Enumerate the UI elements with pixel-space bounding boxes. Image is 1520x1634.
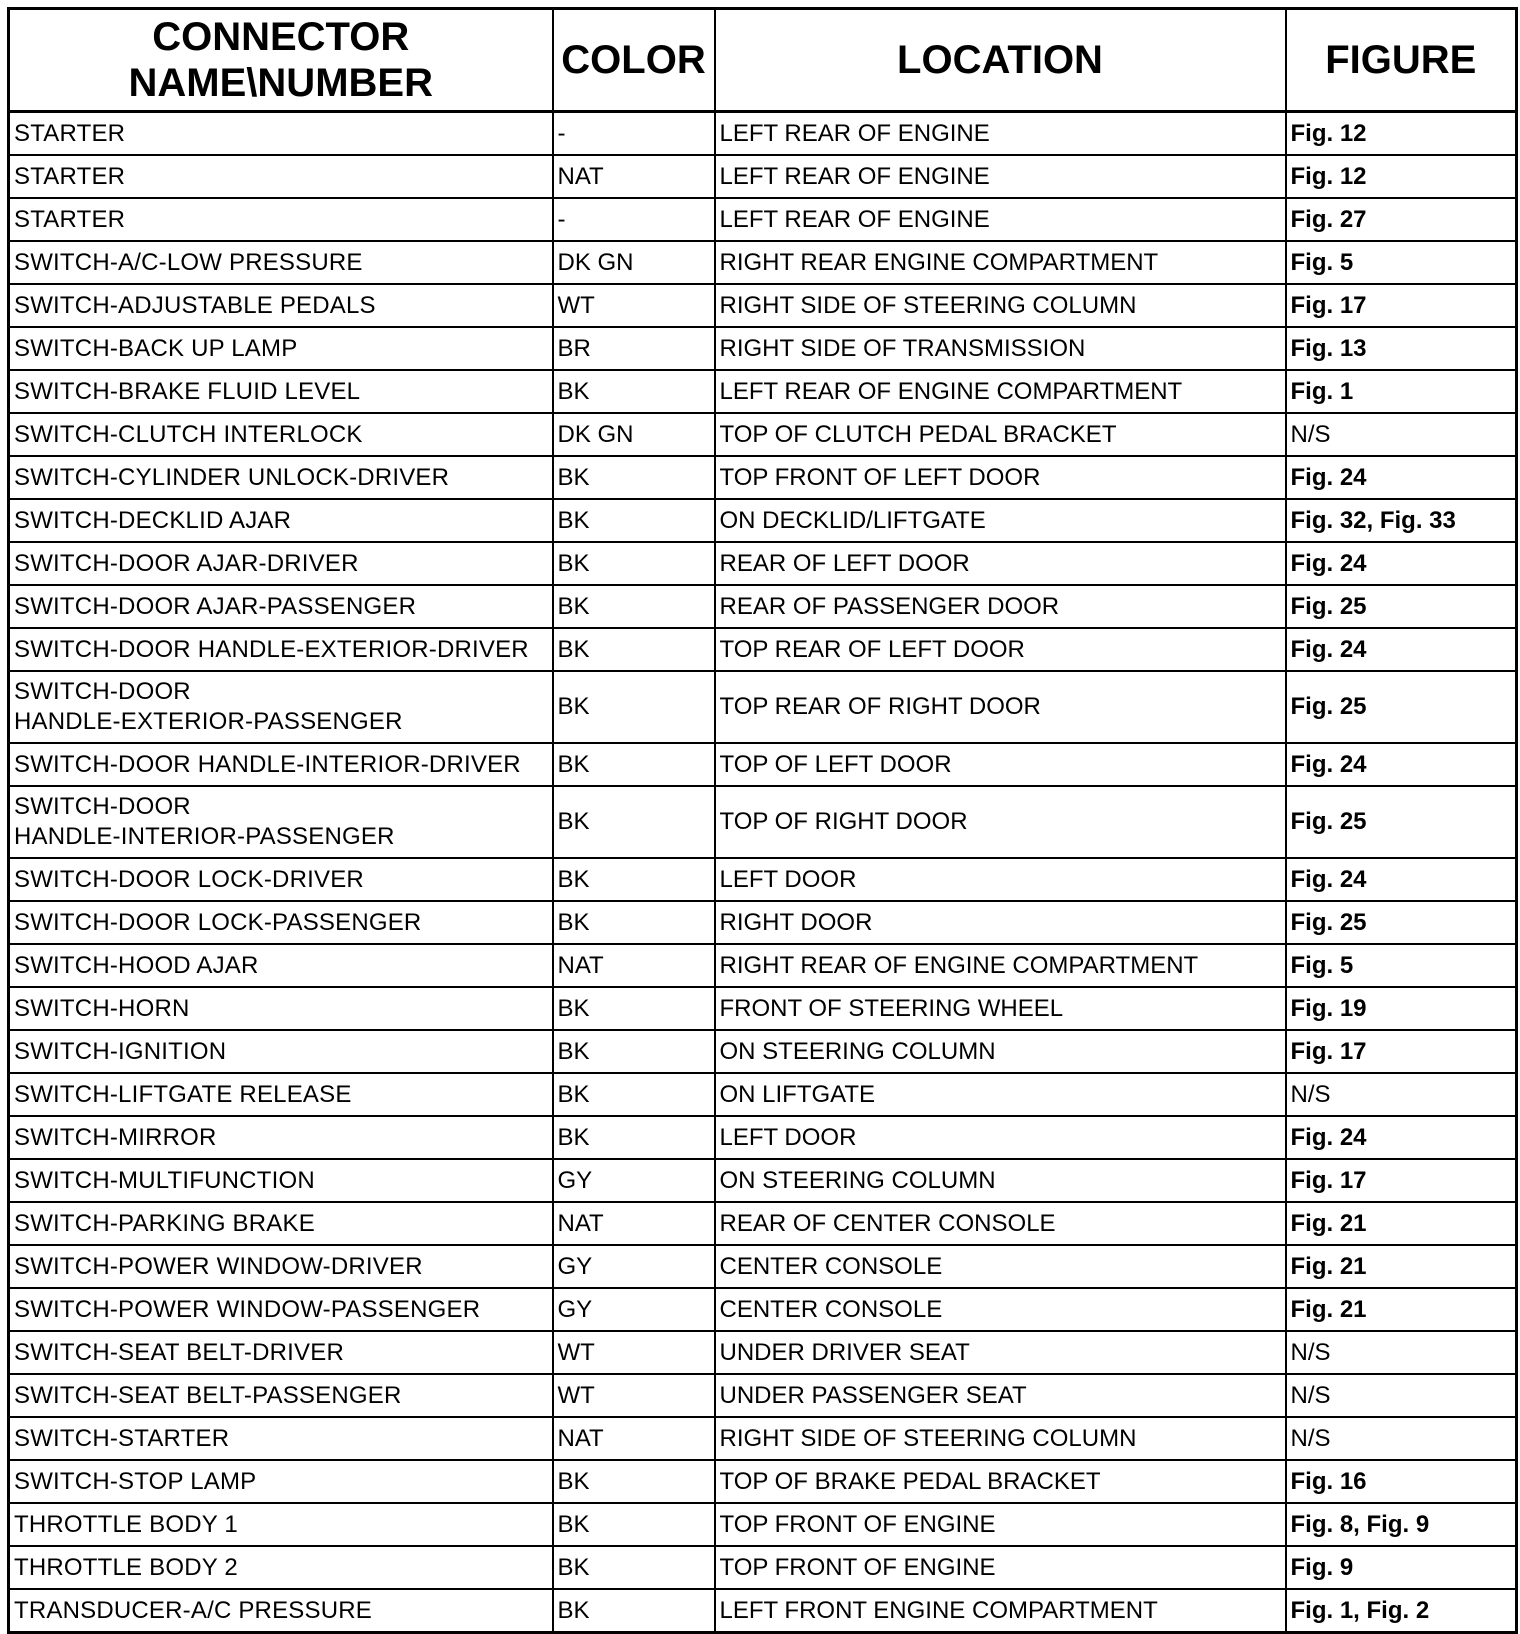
color-cell: BK [553,542,715,585]
figure-cell: N/S [1286,413,1517,456]
color-cell: BK [553,499,715,542]
color-cell: BK [553,1460,715,1503]
table-row [9,198,1517,241]
connector-name-cell: SWITCH-PARKING BRAKE [9,1202,553,1245]
connector-name-cell: SWITCH-HORN [9,987,553,1030]
location-cell: RIGHT DOOR [715,901,1286,944]
location-cell: LEFT REAR OF ENGINE [715,198,1286,241]
figure-cell: Fig. 24 [1286,628,1517,671]
figure-cell: Fig. 17 [1286,1030,1517,1073]
table-row [9,1546,1517,1589]
figure-cell: Fig. 13 [1286,327,1517,370]
figure-cell: Fig. 16 [1286,1460,1517,1503]
connector-name-cell: SWITCH-STARTER [9,1417,553,1460]
location-cell: CENTER CONSOLE [715,1245,1286,1288]
connector-name-cell: SWITCH-ADJUSTABLE PEDALS [9,284,553,327]
figure-cell: Fig. 25 [1286,901,1517,944]
figure-cell: Fig. 12 [1286,112,1517,156]
location-cell: LEFT DOOR [715,1116,1286,1159]
figure-cell: N/S [1286,1374,1517,1417]
header-figure: FIGURE [1286,9,1517,112]
location-cell: TOP REAR OF RIGHT DOOR [715,671,1286,743]
figure-cell: Fig. 17 [1286,1159,1517,1202]
color-cell: BK [553,1116,715,1159]
color-cell: BR [553,327,715,370]
figure-cell: Fig. 24 [1286,1116,1517,1159]
color-cell: BK [553,671,715,743]
location-cell: TOP OF RIGHT DOOR [715,786,1286,858]
location-cell: RIGHT SIDE OF STEERING COLUMN [715,284,1286,327]
connector-name-cell: SWITCH-DOOR AJAR-DRIVER [9,542,553,585]
table-row [9,585,1517,628]
connector-name-cell: SWITCH-CYLINDER UNLOCK-DRIVER [9,456,553,499]
figure-cell: Fig. 12 [1286,155,1517,198]
figure-cell: Fig. 21 [1286,1288,1517,1331]
location-cell: RIGHT REAR ENGINE COMPARTMENT [715,241,1286,284]
figure-cell: Fig. 9 [1286,1546,1517,1589]
color-cell: NAT [553,1417,715,1460]
table-row [9,743,1517,786]
figure-cell: N/S [1286,1417,1517,1460]
connector-name-cell: SWITCH-STOP LAMP [9,1460,553,1503]
location-cell: LEFT DOOR [715,858,1286,901]
color-cell: WT [553,284,715,327]
location-cell: REAR OF PASSENGER DOOR [715,585,1286,628]
table-row [9,456,1517,499]
table-row [9,155,1517,198]
connector-name-cell: SWITCH-DOOR HANDLE-EXTERIOR-PASSENGER [9,671,553,743]
connector-name-cell: SWITCH-CLUTCH INTERLOCK [9,413,553,456]
connector-name-cell: TRANSDUCER-A/C PRESSURE [9,1589,553,1633]
connector-name-cell: SWITCH-BRAKE FLUID LEVEL [9,370,553,413]
color-cell: BK [553,901,715,944]
location-cell: ON STEERING COLUMN [715,1159,1286,1202]
connector-name-cell: STARTER [9,198,553,241]
table-row [9,628,1517,671]
connector-name-cell: STARTER [9,112,553,156]
color-cell: BK [553,786,715,858]
figure-cell: Fig. 8, Fig. 9 [1286,1503,1517,1546]
connector-name-cell: STARTER [9,155,553,198]
location-cell: TOP FRONT OF ENGINE [715,1546,1286,1589]
figure-cell: Fig. 17 [1286,284,1517,327]
color-cell: GY [553,1159,715,1202]
figure-cell: Fig. 24 [1286,542,1517,585]
connector-name-cell: SWITCH-SEAT BELT-DRIVER [9,1331,553,1374]
table-header [9,9,1517,112]
color-cell: BK [553,1503,715,1546]
color-cell: DK GN [553,413,715,456]
table-row [9,1245,1517,1288]
table-row [9,1417,1517,1460]
table-row [9,284,1517,327]
figure-cell: Fig. 25 [1286,671,1517,743]
color-cell: NAT [553,944,715,987]
location-cell: FRONT OF STEERING WHEEL [715,987,1286,1030]
color-cell: - [553,112,715,156]
header-row [9,9,1517,112]
color-cell: WT [553,1331,715,1374]
connector-name-cell: SWITCH-SEAT BELT-PASSENGER [9,1374,553,1417]
connector-name-cell: SWITCH-POWER WINDOW-PASSENGER [9,1288,553,1331]
table-row [9,1374,1517,1417]
connector-name-cell: SWITCH-LIFTGATE RELEASE [9,1073,553,1116]
table-row [9,901,1517,944]
table-row [9,499,1517,542]
color-cell: BK [553,370,715,413]
color-cell: BK [553,456,715,499]
location-cell: TOP REAR OF LEFT DOOR [715,628,1286,671]
connector-name-cell: THROTTLE BODY 2 [9,1546,553,1589]
location-cell: RIGHT REAR OF ENGINE COMPARTMENT [715,944,1286,987]
figure-cell: Fig. 1 [1286,370,1517,413]
connector-name-cell: SWITCH-DECKLID AJAR [9,499,553,542]
color-cell: BK [553,628,715,671]
figure-cell: Fig. 24 [1286,743,1517,786]
connector-name-cell: SWITCH-POWER WINDOW-DRIVER [9,1245,553,1288]
location-cell: TOP OF CLUTCH PEDAL BRACKET [715,413,1286,456]
connector-name-cell: SWITCH-A/C-LOW PRESSURE [9,241,553,284]
location-cell: ON LIFTGATE [715,1073,1286,1116]
location-cell: REAR OF CENTER CONSOLE [715,1202,1286,1245]
header-color: COLOR [553,9,715,112]
color-cell: BK [553,585,715,628]
connector-name-cell: SWITCH-DOOR LOCK-PASSENGER [9,901,553,944]
header-location: LOCATION [715,9,1286,112]
connector-name-cell: SWITCH-DOOR AJAR-PASSENGER [9,585,553,628]
color-cell: GY [553,1245,715,1288]
table-row [9,1202,1517,1245]
table-row [9,1159,1517,1202]
figure-cell: Fig. 25 [1286,786,1517,858]
connector-name-cell: SWITCH-HOOD AJAR [9,944,553,987]
location-cell: UNDER PASSENGER SEAT [715,1374,1286,1417]
table-row [9,858,1517,901]
table-row [9,542,1517,585]
location-cell: TOP OF LEFT DOOR [715,743,1286,786]
figure-cell: Fig. 5 [1286,944,1517,987]
connector-name-cell: SWITCH-DOOR HANDLE-EXTERIOR-DRIVER [9,628,553,671]
connector-name-cell: SWITCH-DOOR HANDLE-INTERIOR-DRIVER [9,743,553,786]
figure-cell: N/S [1286,1073,1517,1116]
color-cell: WT [553,1374,715,1417]
connector-name-cell: SWITCH-MIRROR [9,1116,553,1159]
figure-cell: Fig. 21 [1286,1202,1517,1245]
figure-cell: Fig. 27 [1286,198,1517,241]
location-cell: LEFT REAR OF ENGINE [715,112,1286,156]
figure-cell: Fig. 5 [1286,241,1517,284]
location-cell: LEFT REAR OF ENGINE [715,155,1286,198]
figure-cell: Fig. 24 [1286,858,1517,901]
location-cell: RIGHT SIDE OF STEERING COLUMN [715,1417,1286,1460]
figure-cell: N/S [1286,1331,1517,1374]
connector-name-cell: SWITCH-DOOR LOCK-DRIVER [9,858,553,901]
connector-table [7,7,1518,1634]
table-row [9,1116,1517,1159]
color-cell: BK [553,743,715,786]
table-row [9,1331,1517,1374]
color-cell: DK GN [553,241,715,284]
connector-name-cell: SWITCH-MULTIFUNCTION [9,1159,553,1202]
color-cell: - [553,198,715,241]
color-cell: BK [553,858,715,901]
table-body [9,112,1517,1633]
table-row [9,987,1517,1030]
connector-name-cell: SWITCH-DOOR HANDLE-INTERIOR-PASSENGER [9,786,553,858]
table-row [9,944,1517,987]
header-connector-name: CONNECTOR NAME\NUMBER [9,9,553,112]
connector-name-cell: THROTTLE BODY 1 [9,1503,553,1546]
table-row [9,671,1517,743]
location-cell: ON DECKLID/LIFTGATE [715,499,1286,542]
table-row [9,1288,1517,1331]
figure-cell: Fig. 25 [1286,585,1517,628]
color-cell: NAT [553,155,715,198]
color-cell: BK [553,1546,715,1589]
color-cell: BK [553,1589,715,1633]
location-cell: ON STEERING COLUMN [715,1030,1286,1073]
location-cell: CENTER CONSOLE [715,1288,1286,1331]
figure-cell: Fig. 19 [1286,987,1517,1030]
location-cell: REAR OF LEFT DOOR [715,542,1286,585]
location-cell: UNDER DRIVER SEAT [715,1331,1286,1374]
connector-name-cell: SWITCH-IGNITION [9,1030,553,1073]
location-cell: RIGHT SIDE OF TRANSMISSION [715,327,1286,370]
location-cell: TOP FRONT OF LEFT DOOR [715,456,1286,499]
color-cell: BK [553,1030,715,1073]
location-cell: LEFT REAR OF ENGINE COMPARTMENT [715,370,1286,413]
location-cell: LEFT FRONT ENGINE COMPARTMENT [715,1589,1286,1633]
table-row [9,1503,1517,1546]
table-row [9,112,1517,156]
location-cell: TOP OF BRAKE PEDAL BRACKET [715,1460,1286,1503]
table-row [9,1030,1517,1073]
color-cell: BK [553,1073,715,1116]
table-row [9,370,1517,413]
table-row [9,786,1517,858]
figure-cell: Fig. 21 [1286,1245,1517,1288]
table-row [9,327,1517,370]
color-cell: NAT [553,1202,715,1245]
table-row [9,1589,1517,1633]
location-cell: TOP FRONT OF ENGINE [715,1503,1286,1546]
table-row [9,1073,1517,1116]
table-row [9,241,1517,284]
color-cell: BK [553,987,715,1030]
connector-name-cell: SWITCH-BACK UP LAMP [9,327,553,370]
figure-cell: Fig. 24 [1286,456,1517,499]
figure-cell: Fig. 1, Fig. 2 [1286,1589,1517,1633]
table-row [9,413,1517,456]
figure-cell: Fig. 32, Fig. 33 [1286,499,1517,542]
color-cell: GY [553,1288,715,1331]
table-row [9,1460,1517,1503]
